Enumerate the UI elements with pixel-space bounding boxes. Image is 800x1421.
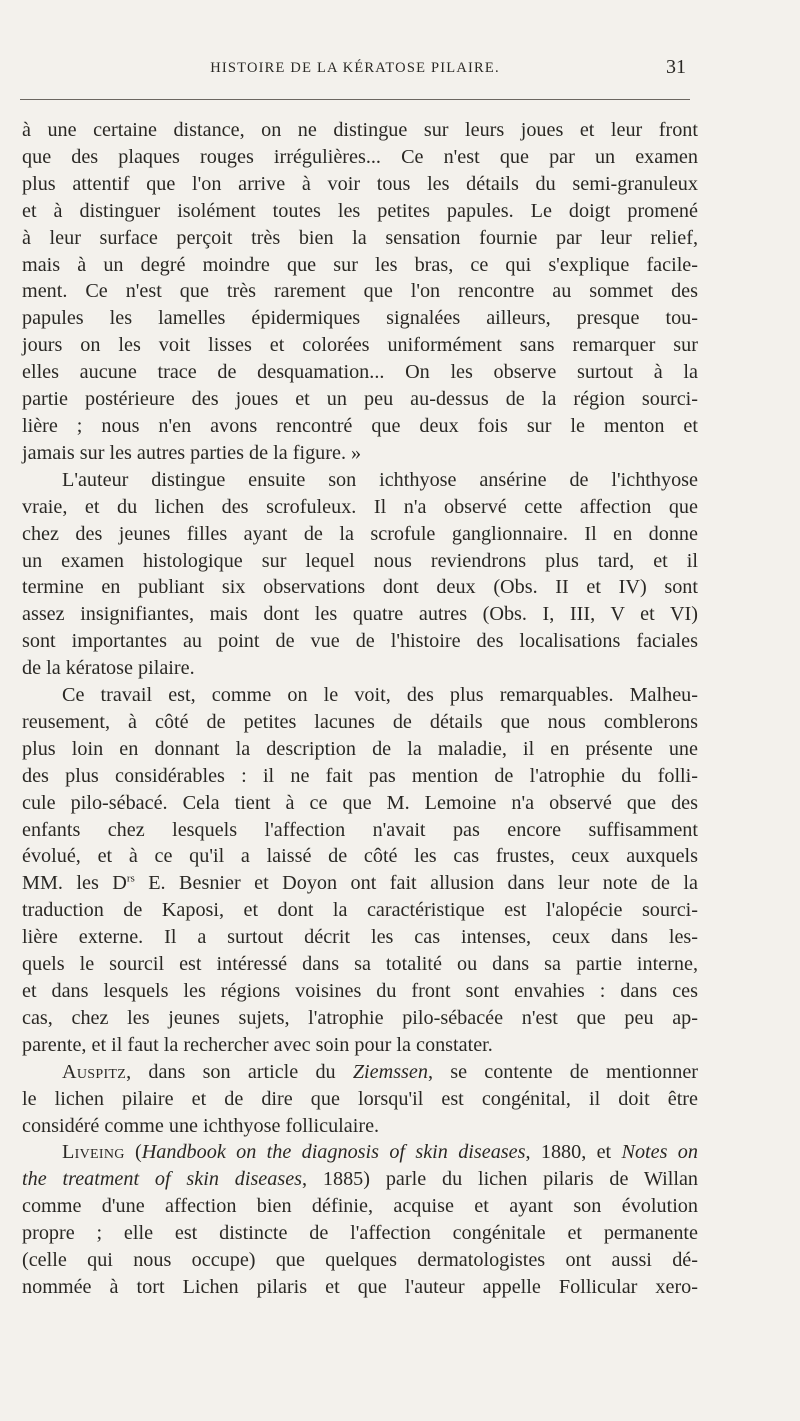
text-fragment: , se contente de mentionner — [427, 1060, 698, 1083]
text-line: plus attentif que l'on arrive à voir tous les détails du semi-granuleux — [22, 172, 698, 195]
text-line: et dans lesquels les régions voisines du front sont envahies : dans ces — [22, 980, 698, 1002]
text-line: chez des jeunes filles ayant de la scrofule ganglionnaire. Il en donne — [22, 522, 698, 545]
text-line: à leur surface perçoit très bien la sensation fournie par leur relief, — [22, 226, 698, 249]
text-line — [22, 1059, 698, 1086]
text-line: quels le sourcil est intéressé dans sa totalité ou dans sa partie interne, — [22, 953, 698, 976]
work-title: the treatment of skin diseases — [22, 1168, 303, 1191]
text-line: parente, et il faut la rechercher avec soin pour la constater. — [22, 1033, 493, 1056]
text-line: partie postérieure des joues et un peu au-dessus de la région sourci- — [22, 388, 698, 411]
text-line: jamais sur les autres parties de la figure. » — [22, 441, 362, 464]
text-line: papules les lamelles épidermiques signalées ailleurs, presque tou- — [22, 307, 698, 330]
text-line: jours on les voit lisses et colorées uniformément sans remarquer sur — [22, 334, 698, 357]
work-title: Ziemssen — [352, 1060, 428, 1083]
text-line: ment. Ce n'est que très rarement que l'on rencontre au sommet des — [22, 280, 698, 303]
text-fragment: MM. les D — [22, 872, 127, 895]
paragraph-2 — [22, 467, 698, 682]
work-title: Notes on — [621, 1141, 698, 1164]
text-line: Ce travail est, comme on le voit, des plus remarquables. Malheu- — [62, 684, 698, 707]
text-line: traduction de Kaposi, et dont la caractéristique est l'alopécie sourci- — [22, 899, 698, 922]
text-line: lière ; nous n'en avons rencontré que deux fois sur le menton et — [22, 414, 698, 437]
text-line: elles aucune trace de desquamation... On les observe surtout à la — [22, 361, 698, 384]
text-line: évolué, et à ce qu'il a laissé de côté les cas frustes, ceux auxquels — [22, 845, 698, 868]
paragraph-4 — [22, 1059, 698, 1140]
text-line: cas, chez les jeunes sujets, l'atrophie pilo-sébacée n'est que peu ap- — [22, 1006, 698, 1029]
text-fragment: , dans son article du — [126, 1060, 353, 1083]
paragraph-5 — [22, 1139, 698, 1300]
text-fragment: , 1880, et — [525, 1141, 622, 1164]
text-line: termine en publiant six observations dont deux (Obs. II et IV) sont — [22, 576, 698, 599]
text-line: que des plaques rouges irrégulières... Ce n'est que par un examen — [22, 145, 698, 168]
text-line: assez insignifiantes, mais dont les quatre autres (Obs. I, III, V et VI) — [22, 603, 698, 626]
text-line: le lichen pilaire et de dire que lorsqu'il est congénital, il doit être — [22, 1087, 698, 1110]
text-line: un examen histologique sur lequel nous reviendrons plus tard, et il — [22, 549, 698, 572]
paragraph-1 — [22, 117, 698, 467]
text-line: mais à un degré moindre que sur les bras, ce qui s'explique facile- — [22, 253, 698, 276]
page-number: 31 — [666, 56, 686, 78]
superscript-rs: rs — [126, 872, 135, 885]
text-line: propre ; elle est distincte de l'affection congénitale et permanente — [22, 1222, 698, 1245]
running-header — [20, 56, 690, 86]
text-fragment: , 1885) parle du lichen pilaris de Willan — [302, 1168, 699, 1191]
text-line: nommée à tort Lichen pilaris et que l'auteur appelle Follicular xero- — [22, 1275, 698, 1298]
author-name: Auspitz — [62, 1060, 127, 1083]
text-line: plus loin en donnant la description de la maladie, il en présente une — [22, 737, 698, 760]
text-line — [22, 1139, 698, 1166]
text-line: des plus considérables : il ne fait pas mention de l'atrophie du folli- — [22, 764, 698, 787]
running-title: HISTOIRE DE LA KÉRATOSE PILAIRE. — [210, 60, 500, 76]
text-fragment: E. Besnier et Doyon ont fait allusion dans leur note de la — [134, 872, 698, 895]
body-text — [22, 117, 698, 1301]
work-title: Handbook on the diagnosis of skin diseases — [141, 1141, 526, 1164]
text-line: comme d'une affection bien définie, acquise et ayant son évolution — [22, 1195, 698, 1218]
text-line: de la kératose pilaire. — [22, 657, 195, 680]
text-fragment: ( — [124, 1141, 142, 1164]
text-line — [22, 870, 698, 897]
text-line: (celle qui nous occupe) que quelques dermatologistes ont aussi dé- — [22, 1249, 698, 1272]
text-line: et à distinguer isolément toutes les petites papules. Le doigt promené — [22, 199, 698, 222]
text-line: sont importantes au point de vue de l'histoire des localisations faciales — [22, 630, 698, 653]
text-line — [22, 1166, 698, 1193]
paragraph-3 — [22, 682, 698, 1059]
text-line: vraie, et du lichen des scrofuleux. Il n'a observé cette affection que — [22, 495, 698, 518]
text-line: cule pilo-sébacé. Cela tient à ce que M. Lemoine n'a observé que des — [22, 791, 698, 814]
text-line: L'auteur distingue ensuite son ichthyose ansérine de l'ichthyose — [62, 468, 698, 491]
author-name: Liveing — [62, 1141, 125, 1164]
text-line: considéré comme une ichthyose folliculaire. — [22, 1114, 380, 1137]
text-line: enfants chez lesquels l'affection n'avait pas encore suffisamment — [22, 818, 698, 841]
text-line: reusement, à côté de petites lacunes de détails que nous comblerons — [22, 710, 698, 733]
text-line: à une certaine distance, on ne distingue sur leurs joues et leur front — [22, 119, 698, 141]
text-line: lière externe. Il a surtout décrit les cas intenses, ceux dans les- — [22, 926, 698, 949]
header-rule — [20, 99, 690, 100]
